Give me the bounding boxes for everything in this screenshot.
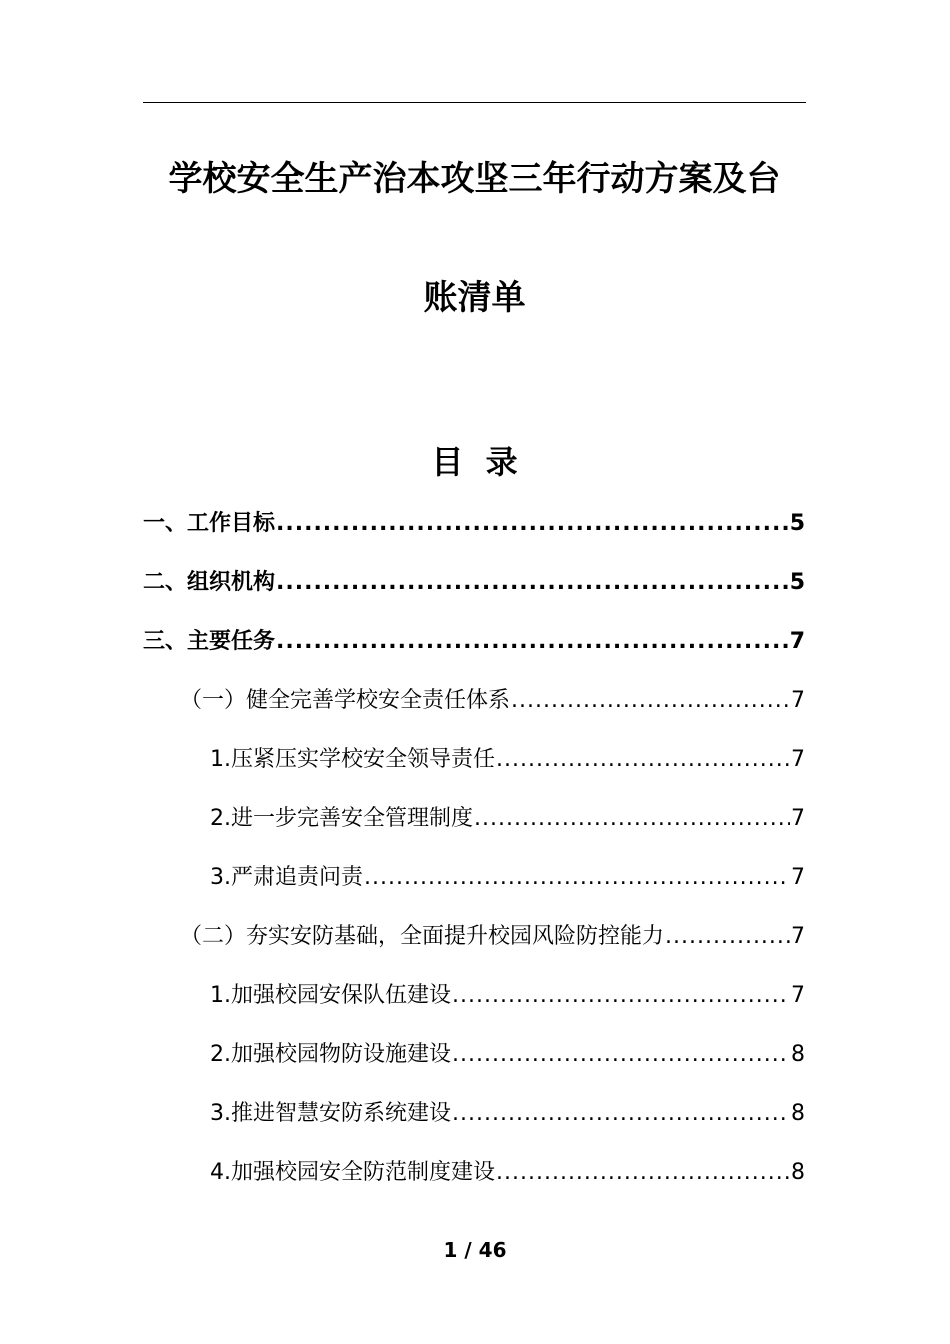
page-indicator: 1 / 46 <box>443 1238 507 1262</box>
toc-entry-organization[interactable] <box>143 566 805 600</box>
toc-entry-item-2-4[interactable] <box>210 1156 805 1190</box>
toc-entry-label: （一）健全完善学校安全责任体系 <box>180 688 511 713</box>
toc-dot-leader <box>511 684 790 718</box>
document-title-line-2: 账清单 <box>423 278 526 318</box>
toc-dot-leader <box>474 802 790 836</box>
toc-dot-leader <box>665 920 790 954</box>
toc-entry-section-1[interactable] <box>180 684 805 718</box>
toc-dot-leader <box>496 743 790 777</box>
toc-entry-label: 3.严肃追责问责 <box>210 865 363 890</box>
toc-dot-leader <box>496 1156 790 1190</box>
toc-dot-leader <box>364 861 790 895</box>
toc-entry-page: 5 <box>789 511 805 536</box>
toc-entry-item-1-3[interactable] <box>210 861 805 895</box>
toc-entry-label: 1.加强校园安保队伍建设 <box>210 983 451 1008</box>
toc-entry-page: 5 <box>789 570 805 595</box>
toc-entry-page: 7 <box>789 629 805 654</box>
toc-entry-label: 二、组织机构 <box>143 570 276 595</box>
toc-dot-leader <box>276 507 789 541</box>
toc-entry-work-goals[interactable] <box>143 507 805 541</box>
toc-entry-label: 三、主要任务 <box>143 629 276 654</box>
toc-dot-leader <box>276 625 789 659</box>
toc-entry-label: 4.加强校园安全防范制度建设 <box>210 1160 495 1185</box>
document-title-line-1: 学校安全生产治本攻坚三年行动方案及台 <box>168 159 781 199</box>
toc-dot-leader <box>276 566 789 600</box>
toc-entry-label: （二）夯实安防基础，全面提升校园风险防控能力 <box>180 924 665 949</box>
toc-entry-page: 7 <box>791 688 805 713</box>
toc-entry-item-1-2[interactable] <box>210 802 805 836</box>
toc-entry-page: 7 <box>791 865 805 890</box>
toc-dot-leader <box>452 979 790 1013</box>
toc-entry-page: 7 <box>791 924 805 949</box>
toc-entry-main-tasks[interactable] <box>143 625 805 659</box>
toc-entry-item-2-3[interactable] <box>210 1097 805 1131</box>
toc-entry-label: 2.加强校园物防设施建设 <box>210 1042 451 1067</box>
toc-entry-page: 7 <box>791 983 805 1008</box>
toc-entry-section-2[interactable] <box>180 920 805 954</box>
toc-entry-page: 8 <box>791 1042 805 1067</box>
toc-entry-page: 7 <box>791 806 805 831</box>
toc-entry-item-1-1[interactable] <box>210 743 805 777</box>
toc-entry-item-2-1[interactable] <box>210 979 805 1013</box>
toc-entry-page: 8 <box>791 1101 805 1126</box>
toc-entry-page: 7 <box>791 747 805 772</box>
toc-dot-leader <box>452 1097 790 1131</box>
toc-entry-label: 3.推进智慧安防系统建设 <box>210 1101 451 1126</box>
toc-entry-page: 8 <box>791 1160 805 1185</box>
toc-entry-label: 一、工作目标 <box>143 511 276 536</box>
toc-entry-item-2-2[interactable] <box>210 1038 805 1072</box>
toc-heading-text: 目 录 <box>431 443 518 481</box>
toc-entry-label: 1.压紧压实学校安全领导责任 <box>210 747 495 772</box>
toc-dot-leader <box>452 1038 790 1072</box>
toc-entry-label: 2.进一步完善安全管理制度 <box>210 806 473 831</box>
